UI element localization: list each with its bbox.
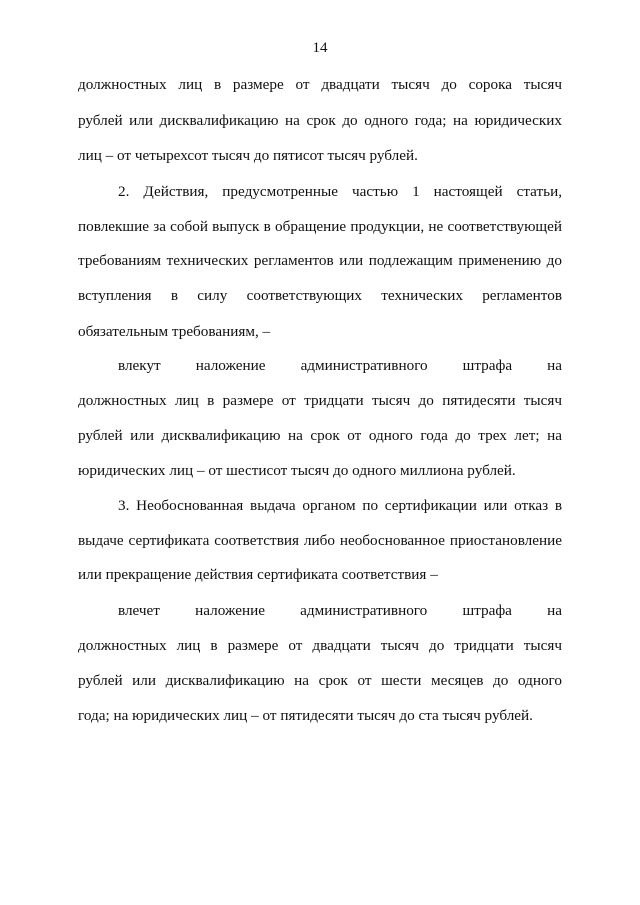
text-line: рублей или дисквалификацию на срок от одного года до трех лет; на bbox=[78, 427, 562, 444]
text-line: года; на юридических лиц – от пятидесяти тысяч до ста тысяч рублей. bbox=[78, 707, 533, 724]
text-line: требованиям технических регламентов или подлежащим применению до bbox=[78, 252, 562, 269]
text-line: влекут наложение административного штрафа на bbox=[118, 357, 562, 374]
text-line: 2. Действия, предусмотренные частью 1 настоящей статьи, bbox=[118, 183, 562, 200]
text-line: влечет наложение административного штрафа на bbox=[118, 602, 562, 619]
text-line: 3. Необоснованная выдача органом по сертификации или отказ в bbox=[118, 497, 562, 514]
text-line: рублей или дисквалификацию на срок от шести месяцев до одного bbox=[78, 672, 562, 689]
text-line: повлекшие за собой выпуск в обращение продукции, не соответствующей bbox=[78, 218, 562, 235]
text-line: лиц – от четырехсот тысяч до пятисот тысяч рублей. bbox=[78, 147, 418, 164]
text-line: должностных лиц в размере от тридцати тысяч до пятидесяти тысяч bbox=[78, 392, 562, 409]
text-line: выдаче сертификата соответствия либо необоснованное приостановление bbox=[78, 532, 562, 549]
text-line: юридических лиц – от шестисот тысяч до одного миллиона рублей. bbox=[78, 462, 516, 479]
text-line: обязательным требованиям, – bbox=[78, 323, 271, 340]
text-line: рублей или дисквалификацию на срок до одного года; на юридических bbox=[78, 112, 562, 129]
text-line: или прекращение действия сертификата соответствия – bbox=[78, 566, 438, 583]
text-line: должностных лиц в размере от двадцати тысяч до сорока тысяч bbox=[78, 76, 562, 93]
text-line: вступления в силу соответствующих технических регламентов bbox=[78, 287, 562, 304]
text-line: должностных лиц в размере от двадцати тысяч до тридцати тысяч bbox=[78, 637, 562, 654]
page-number: 14 bbox=[312, 40, 328, 56]
